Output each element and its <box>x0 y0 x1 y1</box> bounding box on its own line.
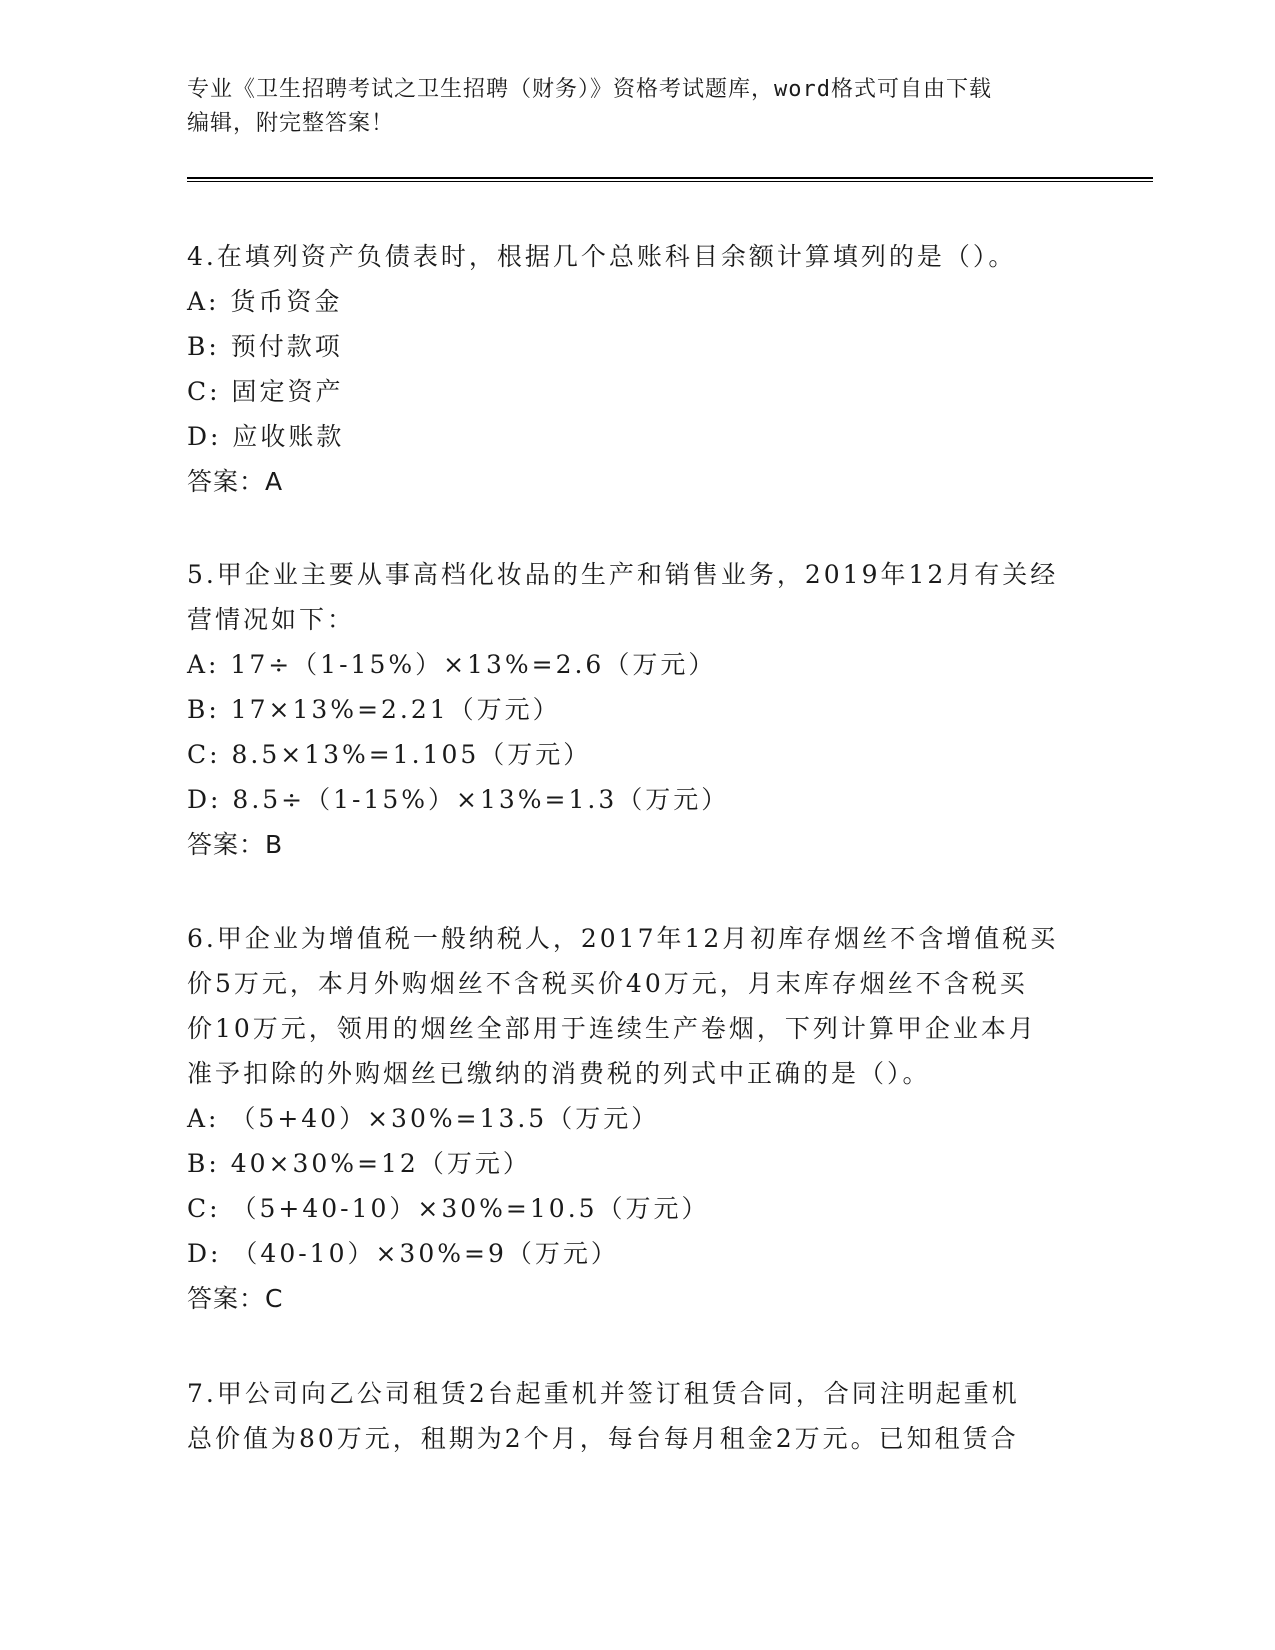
option-b: B: 17×13%=2.21（万元） <box>187 695 561 724</box>
answer: 答案：C <box>187 1284 284 1313</box>
option-d: D: （40-10）×30%=9（万元） <box>187 1239 619 1268</box>
question-6 <box>187 916 1087 1321</box>
question-5 <box>187 552 1087 867</box>
option-a: A: （5+40）×30%=13.5（万元） <box>187 1104 660 1133</box>
option-d: D: 8.5÷（1-15%）×13%=1.3（万元） <box>187 785 730 814</box>
option-b: B: 40×30%=12（万元） <box>187 1149 531 1178</box>
question-stem: 营情况如下： <box>187 605 356 634</box>
option-a: A: 17÷（1-15%）×13%=2.6（万元） <box>187 650 717 679</box>
option-c: C: （5+40-10）×30%=10.5（万元） <box>187 1194 710 1223</box>
question-stem: 价5万元，本月外购烟丝不含税买价40万元，月末库存烟丝不含税买 <box>187 969 1028 998</box>
question-stem: 总价值为80万元，租期为2个月，每台每月租金2万元。已知租赁合 <box>187 1424 1019 1453</box>
question-stem: 6.甲企业为增值税一般纳税人，2017年12月初库存烟丝不含增值税买 <box>187 924 1059 953</box>
question-4 <box>187 234 1087 504</box>
option-d: D: 应收账款 <box>187 422 345 451</box>
question-stem: 准予扣除的外购烟丝已缴纳的消费税的列式中正确的是（）。 <box>187 1059 931 1088</box>
question-stem: 7.甲公司向乙公司租赁2台起重机并签订租赁合同，合同注明起重机 <box>187 1379 1020 1408</box>
option-a: A: 货币资金 <box>187 287 343 316</box>
header-line-1: 专业《卫生招聘考试之卫生招聘（财务）》资格考试题库，word格式可自由下载 <box>187 77 992 102</box>
answer: 答案：B <box>187 830 284 859</box>
question-stem: 价10万元，领用的烟丝全部用于连续生产卷烟，下列计算甲企业本月 <box>187 1014 1037 1043</box>
question-stem: 4.在填列资产负债表时，根据几个总账科目余额计算填列的是（）。 <box>187 242 1017 271</box>
option-c: C: 8.5×13%=1.105（万元） <box>187 740 592 769</box>
header-divider-thin <box>187 181 1153 182</box>
option-c: C: 固定资产 <box>187 377 344 406</box>
header-divider-thick <box>187 177 1153 179</box>
option-b: B: 预付款项 <box>187 332 343 361</box>
question-stem: 5.甲企业主要从事高档化妆品的生产和销售业务，2019年12月有关经 <box>187 560 1059 589</box>
document-header <box>187 73 1087 141</box>
question-7 <box>187 1371 1087 1461</box>
header-line-2: 编辑，附完整答案！ <box>187 111 395 136</box>
answer: 答案：A <box>187 467 284 496</box>
